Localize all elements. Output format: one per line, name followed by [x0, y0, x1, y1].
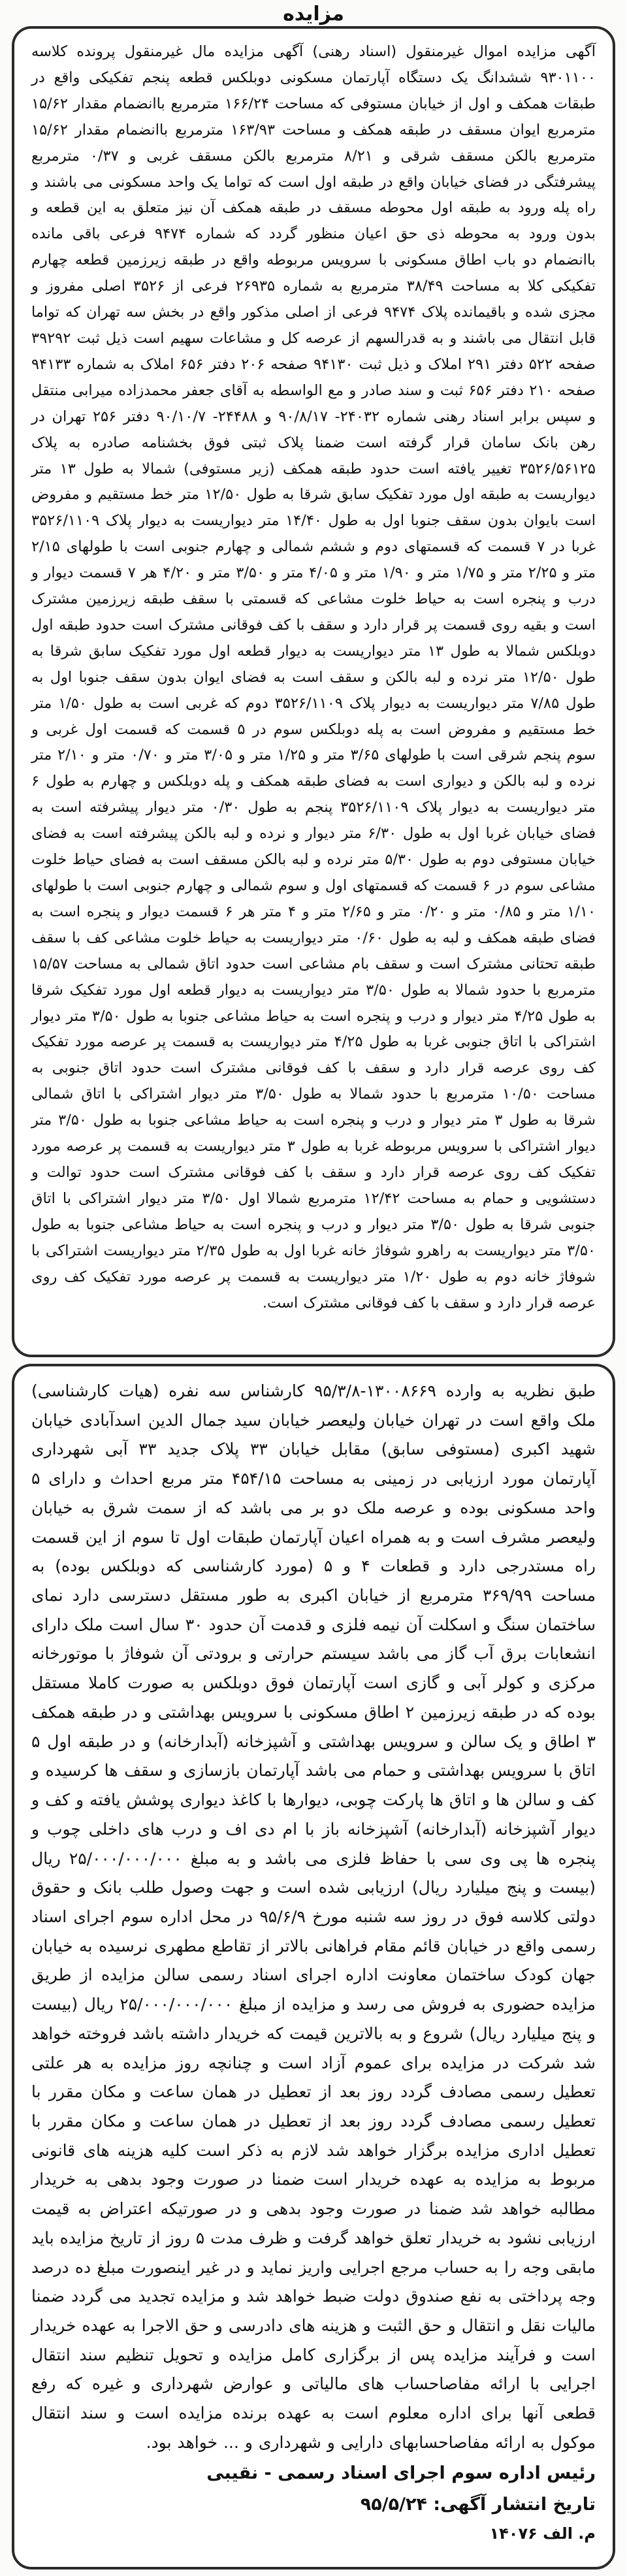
notice-2-body: طبق نظریه به وارده ۱۳۰۰۸۶۶۹-۹۵/۳/۸ کارشناس سه نفره (هیات کارشناسی) ملک واقع است در تهران خیابان ولیعصر خیابان سید جمال الدین اسدآبادی خیابان شهید اکبری (مستوفی سابق) مقابل خیابان ۳۳ پلاک جدید ۳۳ آبی شهرداری آپارتمان مورد ارزیابی در زمینی به مساحت ۴۵۴/۱۵ متر مربع احداث و دارای ۵ واحد مسکونی بوده و عرصه ملک دو بر می باشد که از سمت شرق به خیابان ولیعصر مشرف است و به همراه اعیان آپارتمان طبقات اول تا سوم از این قسمت راه مستدرجی دارد و قطعات ۴ و ۵ (مورد کارشناسی که دوبلکس بوده) به مساحت ۳۶۹/۹۹ مترمربع از خیابان اکبری به طور مستقل دسترسی دارد نمای ساختمان سنگ و اسکلت آن نیمه فلزی و قدمت آن حدود ۳۰ سال است ملک دارای انشعابات برق آب گاز می باشد سیستم حرارتی و برودتی آن شوفاژ با موتورخانه مرکزی و کولر آبی و گازی است آپارتمان فوق دوبلکس به صورت کاملا مستقل بوده که در طبقه زیرزمین ۲ اطاق مسکونی با سرویس بهداشتی و در طبقه همکف ۳ اطاق و یک سالن و سرویس بهداشتی و آشپزخانه (آبدارخانه) و در طبقه اول ۵ اتاق با سرویس بهداشتی و حمام می باشد آپارتمان بازسازی و سقف ها کرسیده و کف و سالن ها و اتاق ها پارکت چوبی، دیوارها با کاغذ دیواری پوشش یافته و کف و دیوار آشپزخانه (آبدارخانه) آشپزخانه باز با ام دی اف و درب های داخلی چوب و پنجره ها پی وی سی با حفاظ فلزی می باشد و به مبلغ ۲۵/۰۰۰/۰۰۰/۰۰۰ ریال (بیست و پنج میلیارد ریال) ارزیابی شده است و جهت وصول طلب بانک و حقوق دولتی کلاسه فوق در روز سه شنبه مورخ ۹۵/۶/۹ در محل اداره سوم اجرای اسناد رسمی واقع در خیابان قائم مقام فراهانی بالاتر از تقاطع مطهری نرسیده به خیابان جهان کودک ساختمان معاونت اداره اجرای اسناد رسمی سالن مزایده از طریق مزایده حضوری به فروش می رسد و مزایده از مبلغ ۲۵/۰۰۰/۰۰۰/۰۰۰ ریال (بیست و پنج میلیارد ریال) شروع و به بالاترین قیمت که خریدار داشته باشد فروخته خواهد شد شرکت در مزایده برای عموم آزاد است و چنانچه روز مزایده به هر علتی تعطیل رسمی مصادف گردد روز بعد از تعطیل در همان ساعت و مکان مقرر با تعطیل رسمی مصادف گردد روز بعد از تعطیل در همان ساعت و مکان مقرر با تعطیل اداری مزایده برگزار خواهد شد لازم به ذکر است کلیه هزینه های قانونی مربوط به مزایده به عهده خریدار است ضمنا در صورت وجود بدهی به خریدار مطالبه خواهد شد ضمنا در صورت وجود بدهی و در صورتیکه اعتراض به قیمت ارزیابی نشود به خریدار تعلق خواهد گرفت و ظرف مدت ۵ روز از تاریخ مزایده باید مابقی وجه را به حساب مرجع اجرایی واریز نماید و در غیر اینصورت مبلغ ده درصد وجه پرداختی به نفع صندوق دولت ضبط خواهد شد و مزایده تجدید می گردد ضمنا مالیات نقل و انتقال و حق الثبت و هزینه های دادرسی و حق الاجرا به عهده خریدار است و فرآیند مزایده پس از برگزاری کامل مزایده و تحویل تنظیم سند انتقال اجرایی با ارائه مفاصاحساب های مالیاتی و عوارض شهرداری و غیره که رفع قطعی آنها برای اداره معلوم است به عهده برنده مزایده است و سند انتقال موکول به ارائه مفاصاحسابهای دارایی و شهرداری و ... خواهد بود.	[31, 1381, 596, 2452]
notice-code: م. الف ۱۴۰۷۶	[489, 2524, 596, 2543]
notice-title: مزایده	[283, 3, 344, 25]
publish-date: تاریخ انتشار آگهی: ۹۵/۵/۲۴	[360, 2494, 596, 2515]
notice-1-body: آگهی مزایده اموال غیرمنقول (اسناد رهنی) آگهی مزایده مال غیرمنقول پرونده کلاسه ۹۳۰۱۱۰۰ ششدانگ یک دستگاه آپارتمان مسکونی دوبلکس قطعه پنجم تفکیکی واقع در طبقات همکف و اول از خیابان مستوفی که مساحت ۱۶۶/۲۴ مترمربع باانضمام مقدار ۱۵/۶۲ مترمربع ایوان مسقف در طبقه همکف و مساحت ۱۶۳/۹۳ مترمربع باانضمام مقدار ۱۵/۶۲ مترمربع بالکن مسقف شرقی و ۸/۲۱ مترمربع بالکن مسقف غربی و ۰/۳۷ مترمربع پیشرفتگی در فضای خیابان واقع در طبقه اول است که تواما یک واحد مسکونی می باشند و راه پله ورود به طبقه اول محوطه مسقف در طبقه همکف آن نیز متعلق به این قطعه و بدون ورود به محوطه ذی حق اعیان منظور گردد که شماره ۹۴۷۴ فرعی باقی مانده باانضمام دو باب اطاق مسکونی با سرویس مربوطه واقع در طبقه زیرزمین قطعه چهارم تفکیکی کلا به مساحت ۳۸/۴۹ مترمربع به شماره ۲۶۹۳۵ فرعی از ۳۵۲۶ اصلی مفروز و مجزی شده و باقیمانده پلاک ۹۴۷۴ فرعی از اصلی مذکور واقع در بخش سه تهران که تواما قابل انتقال می باشند و به قدرالسهم از عرصه کل و مشاعات سهیم است ذیل ثبت ۳۹۲۹۲ صفحه ۵۲۲ دفتر ۲۹۱ املاک و ذیل ثبت ۹۴۱۳۰ صفحه ۲۰۶ دفتر ۶۵۶ املاک به شماره ۹۴۱۳۳ صفحه ۲۱۰ دفتر ۶۵۶ ثبت و سند صادر و مع الواسطه به آقای جعفر محمدزاده میرابی منتقل و سپس برابر اسناد رهنی شماره ۲۴۰۳۲- ۹۰/۸/۱۷ و ۲۴۴۸۸- ۹۰/۱۰/۷ دفتر ۲۵۶ تهران در رهن بانک سامان قرار گرفته است ضمنا پلاک ثبتی فوق بخشنامه صادره به پلاک ۳۵۲۶/۵۶۱۲۵ تغییر یافته است حدود طبقه همکف (زیر مستوفی) شمالا به طول ۱۳ متر دیواریست به طبقه اول مورد تفکیک سابق شرقا به طول ۱۲/۵۰ متر خط مستقیم و مفروض است بایوان بدون سقف جنوبا اول به طول ۱۴/۴۰ متر دیواریست به دیوار پلاک ۳۵۲۶/۱۱۰۹ غربا در ۷ قسمت که قسمتهای دوم و ششم شمالی و چهارم جنوبی است با طولهای ۲/۱۵ متر و ۲/۲۵ متر و ۱/۷۵ متر و ۱/۹۰ متر و ۴/۰۵ متر و ۳/۵۰ متر و ۴/۲۰ هر ۷ قسمت دیوار و درب و پنجره است به حیاط خلوت مشاعی که قسمتی با سقف طبقه زیرزمین مشترک است و بقیه روی قسمت پر قرار دارد و سقف با کف فوقانی مشترک است حدود طبقه اول دوبلکس شمالا به طول ۱۳ متر دیواریست به دیوار قطعه اول مورد تفکیک سابق شرقا به طول ۱۲/۵۰ متر نرده و لبه بالکن و سقف است به فضای ایوان بدون سقف جنوبا اول به طول ۷/۸۵ متر دیواریست به دیوار پلاک ۳۵۲۶/۱۱۰۹ دوم که غربی است به طول ۱/۵۰ متر خط مستقیم و مفروض است به پله دوبلکس سوم در ۵ قسمت که قسمت اول غربی و سوم پنجم شرقی است با طولهای ۳/۶۵ متر و ۱/۲۵ متر و ۳/۰۵ متر و ۰/۷۰ متر و ۲/۱۰ متر نرده و لبه بالکن و دیواری است به فضای طبقه همکف و پله دوبلکس و چهارم به طول ۶ متر دیواریست به دیوار پلاک ۳۵۲۶/۱۱۰۹ پنجم به طول ۰/۳۰ متر دیوار پیشرفته است به فضای خیابان غربا اول به طول ۶/۳۰ متر دیوار و نرده و لبه بالکن پیشرفته است به فضای خیابان مستوفی دوم به طول ۵/۳۰ متر نرده و لبه بالکن مسقف است به فضای حیاط خلوت مشاعی سوم در ۶ قسمت که قسمتهای اول و سوم شمالی و چهارم جنوبی است با طولهای ۱/۱۰ متر و ۰/۸۵ متر و ۰/۲۰ متر و ۲/۶۵ متر و ۴ متر هر ۶ قسمت دیوار و پنجره است به فضای طبقه همکف و لبه به طول ۰/۶۰ متر دیواریست به حیاط خلوت مشاعی کف با سقف طبقه تحتانی مشترک است و سقف بام مشاعی است حدود اتاق شمالی به مساحت ۱۵/۵۷ مترمربع با حدود شمالا به طول ۳/۵۰ متر دیواریست به دیوار قطعه اول مورد تفکیک شرقا به طول ۴/۲۵ متر دیوار و درب و پنجره است به حیاط مشاعی جنوبا به طول ۳/۵۰ متر دیوار اشتراکی با اتاق جنوبی غربا به طول ۴/۲۵ متر دیواریست به قسمت پر عرصه مورد تفکیک کف روی عرصه قرار دارد و سقف با کف فوقانی مشترک است حدود اتاق جنوبی به مساحت ۱۰/۵۰ مترمربع با حدود شمالا به طول ۳/۵۰ متر دیوار اشتراکی با اتاق شمالی شرقا به طول ۳ متر دیوار و درب و پنجره است به حیاط مشاعی جنوبا به طول ۳/۵۰ متر دیوار اشتراکی با سرویس مربوطه غربا به طول ۳ متر دیواریست به قسمت پر عرصه مورد تفکیک کف روی عرصه قرار دارد و سقف با کف فوقانی مشترک است حدود توالت و دستشویی و حمام به مساحت ۱۲/۴۲ مترمربع شمالا اول ۳/۵۰ متر دیوار اشتراکی با اتاق جنوبی شرقا به طول ۳/۵۰ متر دیوار و درب و پنجره است به حیاط مشاعی جنوبا به طول ۳/۵۰ متر دیواریست به راهرو شوفاژ خانه غربا اول به طول ۲/۳۵ متر دیواریست اشتراکی با شوفاژ خانه دوم به طول ۱/۲۰ متر دیواریست به قسمت پر عرصه مورد تفکیک کف روی عرصه قرار دارد و سقف با کف فوقانی مشترک است.	[31, 43, 596, 1312]
auction-notice-box-2	[12, 1364, 615, 2569]
notice-footer	[31, 2458, 596, 2547]
signature-line: رئیس اداره سوم اجرای اسناد رسمی - نقیبی	[206, 2462, 596, 2483]
auction-notice-box-1	[12, 26, 615, 1357]
